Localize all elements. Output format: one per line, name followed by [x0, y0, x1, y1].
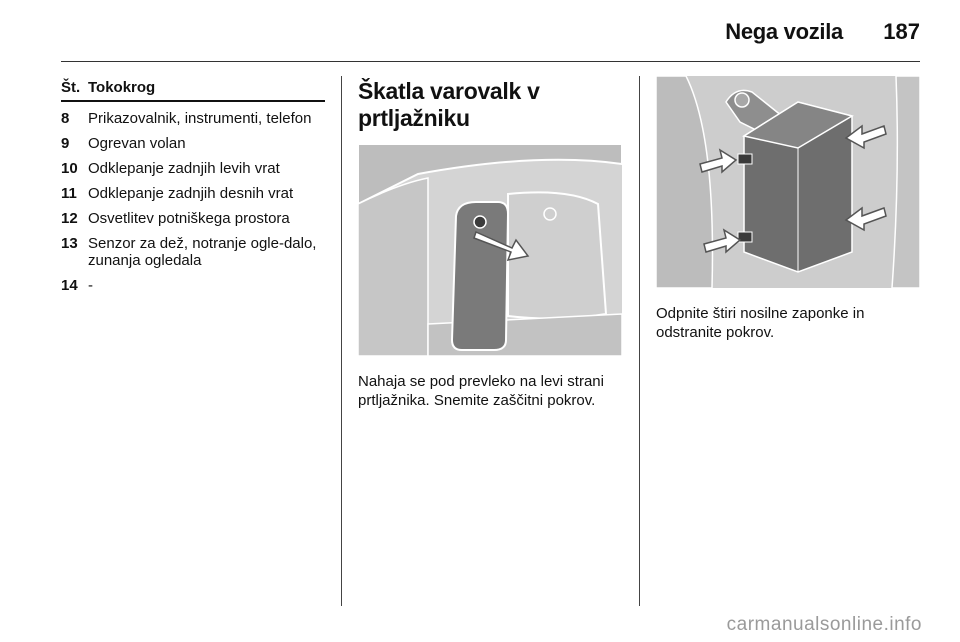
table-row — [61, 160, 325, 177]
table-row — [61, 277, 325, 294]
column-divider-2 — [639, 76, 640, 606]
fuse-number: 11 — [61, 185, 77, 202]
fuse-number: 12 — [61, 210, 78, 227]
circuit-name: Odklepanje zadnjih levih vrat — [88, 160, 280, 177]
luggage-section-caption: Nahaja se pod prevleko na levi strani prtljažnika. Snemite zaščitni pokrov. — [358, 373, 604, 409]
fuse-box-cover-illustration — [656, 76, 920, 288]
table-row — [61, 135, 325, 152]
cover-removal-caption: Odpnite štiri nosilne zaponke in odstranite pokrov. — [656, 305, 865, 341]
col-circuit-header: Tokokrog — [88, 79, 156, 96]
table-row — [61, 185, 325, 202]
table-row — [61, 235, 325, 269]
page-number: 187 — [883, 19, 920, 44]
col-num-header: Št. — [61, 79, 81, 96]
fuse-table — [61, 79, 325, 294]
table-row — [61, 210, 325, 227]
fuse-number: 14 — [61, 277, 78, 294]
luggage-section-title: Škatla varovalk v prtljažniku — [358, 78, 540, 131]
fuse-table-header — [61, 79, 325, 102]
circuit-name: Osvetlitev potniškega prostora — [88, 210, 290, 227]
circuit-name: Ogrevan volan — [88, 135, 186, 152]
header-rule — [61, 61, 920, 62]
cover-removal-section — [656, 76, 920, 342]
fuse-number: 9 — [61, 135, 70, 152]
fuse-number: 8 — [61, 110, 70, 127]
luggage-fuse-section — [358, 78, 624, 410]
circuit-name: Senzor za dež, notranje ogle-dalo, zunanja ogledala — [88, 235, 317, 269]
table-row — [61, 110, 325, 127]
watermark: carmanualsonline.info — [726, 614, 922, 635]
section-title-header: Nega vozila — [725, 19, 843, 44]
fuse-number: 13 — [61, 235, 78, 252]
fuse-number: 10 — [61, 160, 78, 177]
circuit-name: - — [88, 277, 93, 294]
circuit-name: Prikazovalnik, instrumenti, telefon — [88, 110, 312, 127]
column-divider-1 — [341, 76, 342, 606]
circuit-name: Odklepanje zadnjih desnih vrat — [88, 185, 294, 202]
luggage-compartment-illustration — [358, 144, 622, 356]
